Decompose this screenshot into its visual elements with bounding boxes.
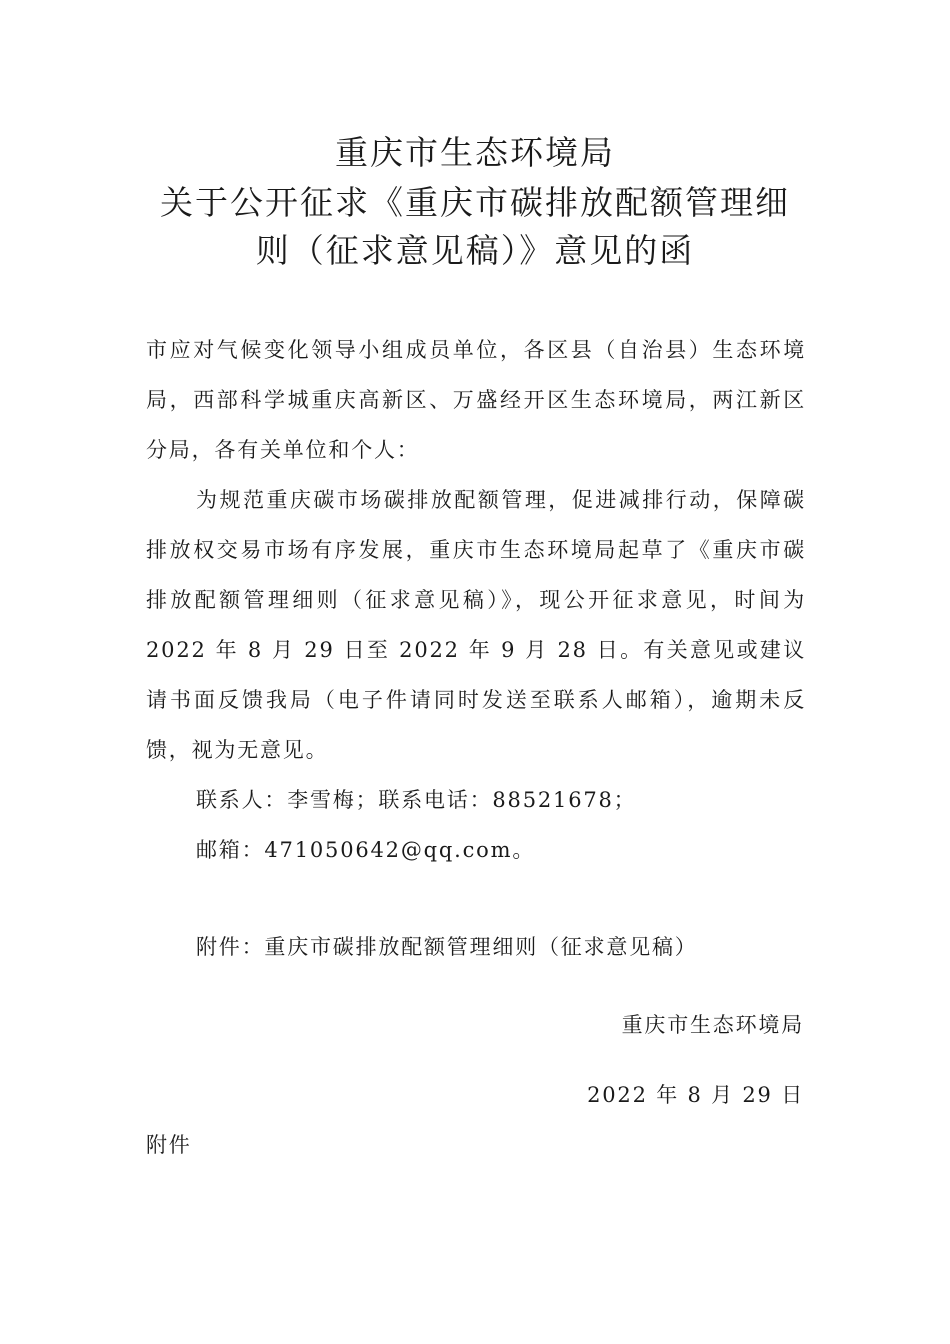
attachment-line: 附件：重庆市碳排放配额管理细则（征求意见稿） <box>196 935 698 959</box>
document-title-line-2: 关于公开征求《重庆市碳排放配额管理细 <box>160 183 790 222</box>
document-title-line-3: 则（征求意见稿）》意见的函 <box>255 231 695 270</box>
contact-person-line: 联系人：李雪梅；联系电话：88521678； <box>196 788 637 812</box>
appendix-label: 附件 <box>146 1133 192 1157</box>
contact-email-line: 邮箱：471050642@qq.com。 <box>196 838 536 862</box>
signature-organization: 重庆市生态环境局 <box>621 1013 804 1037</box>
signature-date: 2022 年 8 月 29 日 <box>587 1083 804 1107</box>
addressee-paragraph: 市应对气候变化领导小组成员单位，各区县（自治县）生态环境局，西部科学城重庆高新区、万盛经开区生态环境局，两江新区分局，各有关单位和个人： <box>146 338 806 462</box>
document-title-line-1: 重庆市生态环境局 <box>335 133 615 172</box>
main-paragraph: 为规范重庆碳市场碳排放配额管理，促进减排行动，保障碳排放权交易市场有序发展，重庆市生态环境局起草了《重庆市碳排放配额管理细则（征求意见稿）》，现公开征求意见，时间为 2022 年 8 月 29 日至 2022 年 9 月 28 日。有关意见或建议请书面反馈我局（电子件请同时发送至联系人邮箱），逾期未反馈，视为无意见。 <box>146 488 806 762</box>
